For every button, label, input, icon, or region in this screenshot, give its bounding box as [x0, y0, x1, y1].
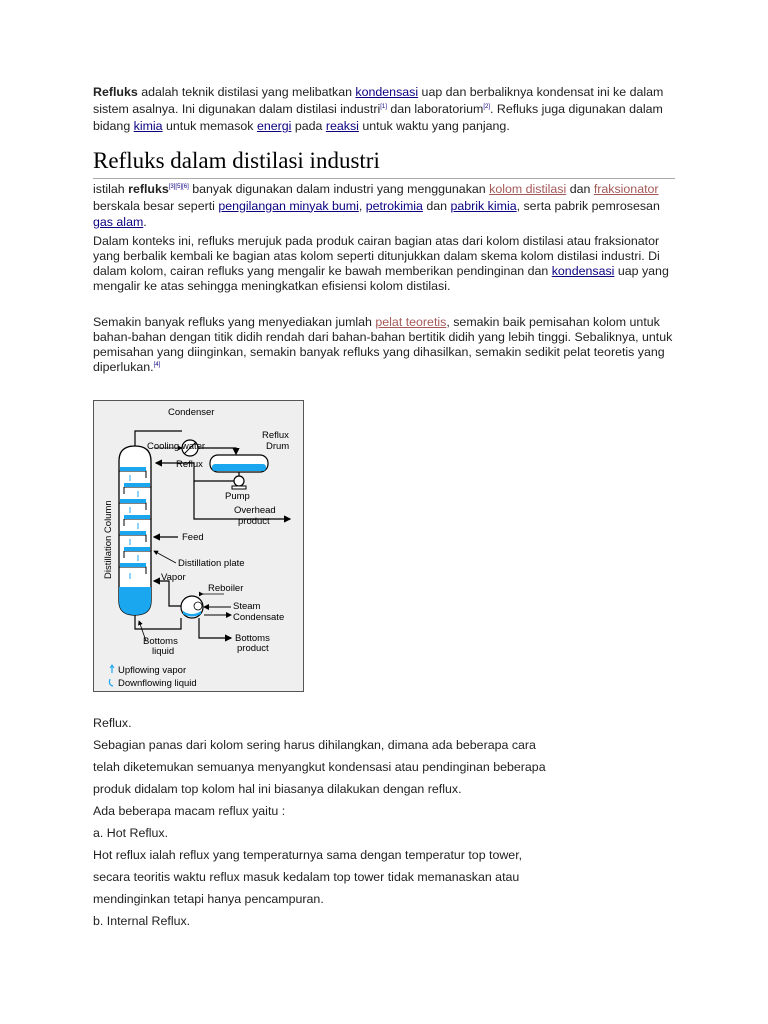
bottoms-liquid-level: [119, 587, 151, 615]
label-reflux-drum-1: Reflux: [262, 430, 289, 441]
label-overhead-2: product: [238, 516, 270, 527]
label-condenser: Condenser: [168, 407, 215, 418]
citation-3-5-6[interactable]: [3][5][6]: [168, 183, 189, 190]
label-bottoms-liquid-2: liquid: [152, 646, 175, 657]
link-pelat-teoretis[interactable]: pelat teoretis: [375, 315, 447, 329]
legend-upflowing-vapor: Upflowing vapor: [118, 665, 187, 676]
citation-2[interactable]: [2]: [483, 103, 490, 110]
bottoms-product-line: [199, 618, 231, 638]
text-line: secara teoritis waktu reflux masuk kedalam top tower tidak memanaskan atau: [93, 870, 520, 884]
label-steam: Steam: [233, 601, 261, 612]
paragraph-industri: istilah refluks[3][5][6] banyak digunakan dalam industri yang menggunakan kolom distilasi dan fraksionator berskala besar seperti pengilangan minyak bumi, petrokimia dan pabrik kimia, serta pabrik pemrosesan gas alam.: [93, 182, 660, 229]
text-line: Reflux.: [93, 716, 132, 730]
pump: [232, 476, 246, 489]
link-reaksi[interactable]: reaksi: [325, 119, 359, 133]
label-pump: Pump: [225, 491, 250, 502]
section-heading: Refluks dalam distilasi industri: [93, 146, 675, 179]
label-distillation-plate: Distillation plate: [178, 558, 245, 569]
term-refluks-bold: refluks: [128, 182, 169, 196]
link-pengilangan-minyak-bumi[interactable]: pengilangan minyak bumi: [218, 198, 359, 213]
downflow-arrow-icon: [109, 679, 113, 686]
text-line: telah diketemukan semuanya menyangkut kondensasi atau pendinginan beberapa: [93, 760, 546, 774]
vapor-return-line: [154, 581, 184, 606]
distillation-diagram[interactable]: [93, 400, 304, 692]
reflux-drum: [210, 455, 268, 472]
link-pabrik-kimia[interactable]: pabrik kimia: [450, 198, 517, 213]
citation-1[interactable]: [1]: [380, 103, 387, 110]
text-line: mendinginkan tetapi hanya pencampuran.: [93, 892, 324, 906]
text-line: Hot reflux ialah reflux yang temperaturnya sama dengan temperatur top tower,: [93, 848, 523, 862]
legend-downflowing-liquid: Downflowing liquid: [118, 678, 197, 689]
reboiler: [181, 596, 203, 618]
link-petrokimia[interactable]: petrokimia: [365, 198, 423, 213]
label-distillation-column: Distillation Column: [103, 500, 114, 579]
link-fraksionator[interactable]: fraksionator: [593, 182, 659, 196]
distillation-schematic: [94, 401, 303, 691]
link-kondensasi[interactable]: kondensasi: [355, 85, 419, 99]
label-condensate: Condensate: [233, 612, 285, 623]
link-energi[interactable]: energi: [256, 119, 292, 133]
label-reflux: Reflux: [176, 459, 203, 470]
label-reflux-drum-2: Drum: [266, 441, 290, 452]
body-text-lines: [93, 715, 546, 935]
distillation-column: [119, 446, 151, 615]
diagram-legend: [109, 665, 196, 689]
label-bottoms-product-2: product: [237, 643, 269, 654]
link-kolom-distilasi[interactable]: kolom distilasi: [489, 182, 567, 196]
label-reboiler: Reboiler: [208, 583, 244, 594]
text-line: Ada beberapa macam reflux yaitu :: [93, 804, 286, 818]
term-refluks: Refluks: [93, 85, 138, 99]
paragraph-pelat: Semakin banyak refluks yang menyediakan jumlah pelat teoretis, semakin baik pemisahan kolom untuk bahan-bahan dengan titik didih rendah dari bahan-bahan bertitik didih yang lebih tinggi. Sebaliknya, untuk pemisahan yang diinginkan, semakin banyak refluks yang dihasilkan, semakin sedikit pelat teoretis yang diperlukan.[4]: [93, 315, 673, 374]
paragraph-konteks: Dalam konteks ini, refluks merujuk pada produk cairan bagian atas dari kolom distilasi atau fraksionator yang berbalik kembali ke bagian atas kolom seperti ditunjukkan dalam skema kolom distilasi industri. Di dalam kolom, cairan refluks yang mengalir ke bawah memberikan pendinginan dan kondensasi uap yang mengalir ke atas sehingga meningkatkan efisiensi kolom distilasi.: [93, 234, 669, 293]
citation-4[interactable]: [4]: [153, 361, 161, 368]
bottoms-to-reboiler: [135, 615, 181, 629]
label-feed: Feed: [182, 532, 204, 543]
text-line: Sebagian panas dari kolom sering harus dihilangkan, dimana ada beberapa cara: [93, 738, 536, 752]
label-bottoms-liquid-1: Bottoms: [143, 636, 178, 647]
text-line: b. Internal Reflux.: [93, 914, 191, 928]
label-bottoms-product-1: Bottoms: [235, 633, 270, 644]
label-overhead-1: Overhead: [234, 505, 276, 516]
link-kimia[interactable]: kimia: [133, 119, 163, 133]
link-kondensasi-2[interactable]: kondensasi: [551, 264, 615, 278]
label-cooling-water: Cooling water: [147, 441, 206, 452]
text-line: produk didalam top kolom hal ini biasanya dilakukan dengan reflux.: [93, 782, 462, 796]
text-line: a. Hot Reflux.: [93, 826, 169, 840]
label-vapor: Vapor: [161, 572, 186, 583]
intro-paragraph: Refluks adalah teknik distilasi yang melibatkan kondensasi uap dan berbaliknya kondensat ini ke dalam sistem asalnya. Ini digunakan dalam distilasi industri[1] dan laboratorium[2]. Refluks juga digunakan dalam bidang kimia untuk memasok energi pada reaksi untuk waktu yang panjang.: [93, 85, 664, 133]
link-gas-alam[interactable]: gas alam: [93, 215, 144, 229]
